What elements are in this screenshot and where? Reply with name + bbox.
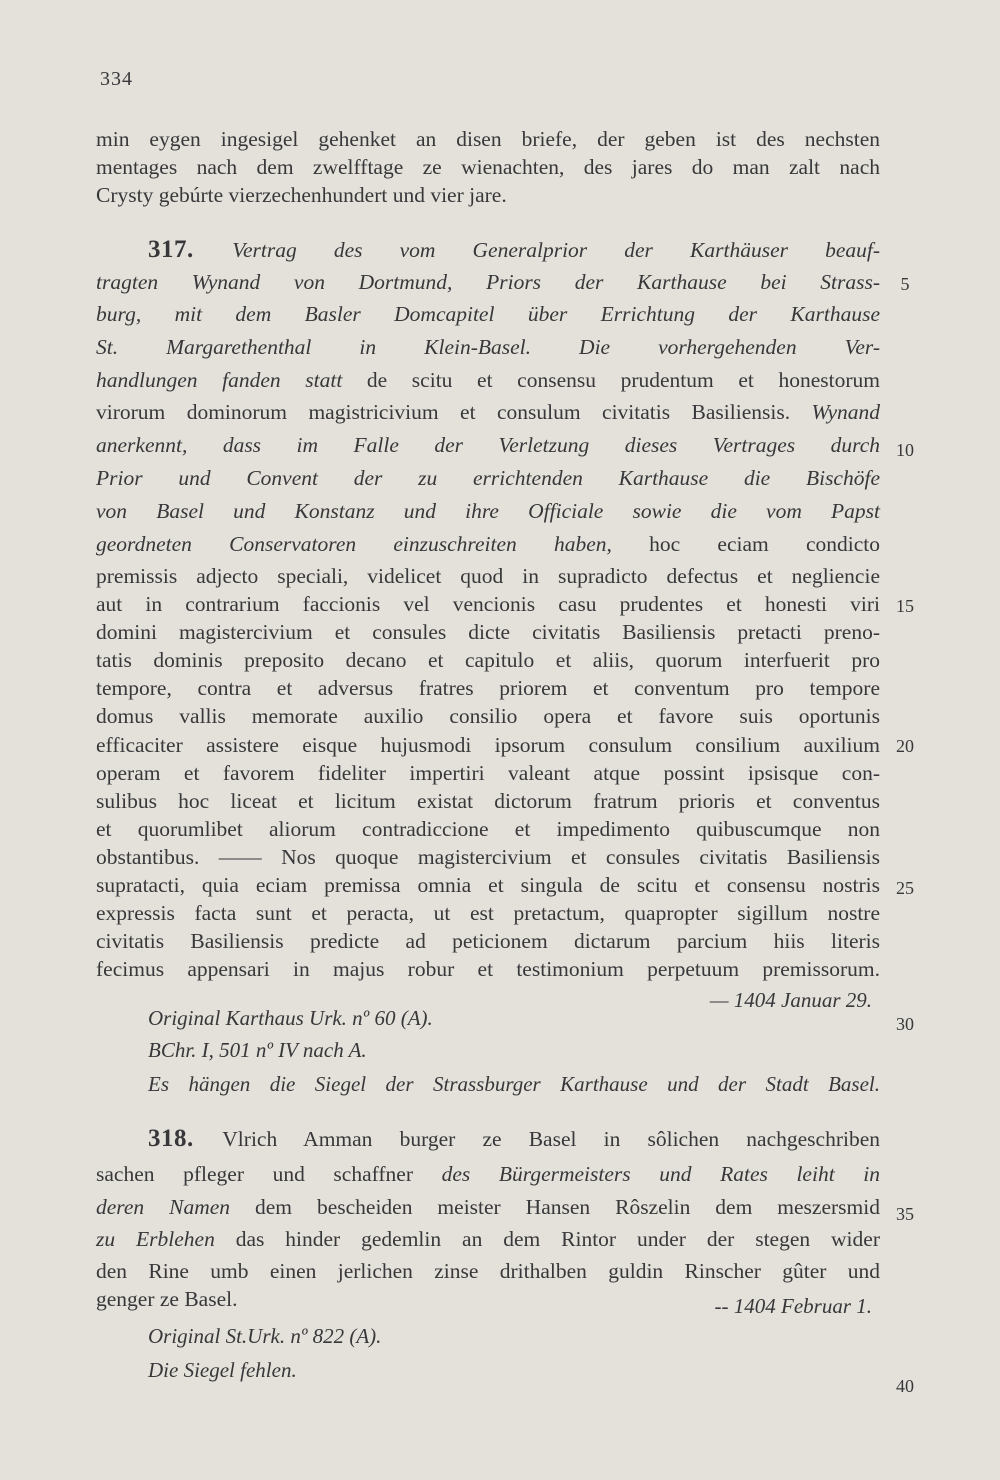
- text-line: [96, 759, 880, 787]
- text-line: [96, 815, 880, 843]
- text-line: [96, 398, 880, 426]
- text-segment: tatis dominis preposito decano et capitulo et aliis, quorum interfuerit pro: [96, 648, 880, 672]
- italic-segment: zu Erblehen: [96, 1227, 236, 1251]
- text-line: [96, 562, 880, 590]
- italic-segment: anerkennt, dass im Falle der Verletzung dieses Vertrages durch: [96, 433, 880, 457]
- italic-segment: Vertrag des vom Generalprior der Karthäuser beauf-: [232, 238, 881, 262]
- text-segment: civitatis Basiliensis predicte ad peticionem dictarum parcium hiis literis: [96, 929, 880, 953]
- text-line: [96, 1257, 880, 1285]
- italic-segment: BChr. I, 501 nº IV nach A.: [148, 1038, 367, 1062]
- text-segment: sulibus hoc liceat et licitum existat dictorum fratrum prioris et conventus: [96, 789, 880, 813]
- text-segment: domini magistercivium et consules dicte civitatis Basiliensis pretacti preno-: [96, 620, 880, 644]
- margin-line-number: 5: [900, 274, 910, 294]
- text-segment: min eygen ingesigel gehenket an disen briefe, der geben ist des nechsten: [96, 127, 880, 151]
- text-line: [96, 618, 880, 646]
- italic-segment: Wynand: [811, 400, 880, 424]
- text-line: [96, 899, 880, 927]
- italic-segment: handlungen fanden statt: [96, 368, 367, 392]
- italic-segment: tragten Wynand von Dortmund, Priors der Karthause bei Strass-: [96, 270, 880, 294]
- italic-segment: Die Siegel fehlen.: [148, 1358, 297, 1382]
- italic-segment: geordneten Conservatoren einzuschreiten haben,: [96, 532, 650, 556]
- text-segment: mentages nach dem zwelfftage ze wienachten, des jares do man zalt nach: [96, 155, 880, 179]
- margin-line-number: 10: [896, 440, 914, 460]
- text-segment: aut in contrarium faccionis vel vencionis casu prudentes et honesti viri: [96, 592, 880, 616]
- text-line: [148, 1125, 880, 1153]
- margin-line-number: 25: [896, 878, 914, 898]
- text-line: [96, 464, 880, 492]
- text-line: [96, 333, 880, 361]
- italic-segment: von Basel und Konstanz und ihre Officiale sowie die vom Papst: [96, 499, 880, 523]
- text-segment: hoc eciam condicto: [649, 532, 880, 556]
- text-line: [96, 590, 880, 618]
- margin-line-number: 35: [896, 1204, 914, 1224]
- text-segment: das hinder gedemlin an dem Rintor under der stegen wider: [235, 1227, 880, 1251]
- text-line: [96, 497, 880, 525]
- text-segment: domus vallis memorate auxilio consilio opera et favore suis oportunis: [96, 704, 880, 728]
- text-segment: Crysty gebúrte vierzechenhundert und vier jare.: [96, 183, 507, 207]
- text-segment: tempore, contra et adversus fratres priorem et conventum pro tempore: [96, 676, 880, 700]
- italic-segment: Prior und Convent der zu errichtenden Karthause die Bischöfe: [96, 466, 880, 490]
- text-segment: virorum dominorum magistricivium et consulum civitatis Basiliensis.: [96, 400, 812, 424]
- margin-line-number: 30: [896, 1014, 914, 1034]
- text-line: [96, 1225, 880, 1253]
- text-line: [148, 1036, 880, 1064]
- italic-segment: deren Namen: [96, 1195, 255, 1219]
- text-line: [96, 431, 880, 459]
- italic-segment: burg, mit dem Basler Domcapitel über Errichtung der Karthause: [96, 302, 880, 326]
- text-line: [96, 125, 880, 153]
- italic-segment: Es hängen die Siegel der Strassburger Karthause und der Stadt Basel.: [148, 1072, 880, 1096]
- text-segment: Vlrich Amman burger ze Basel in sôlichen nachgeschriben: [222, 1127, 881, 1151]
- text-line: [148, 236, 880, 264]
- text-segment: operam et favorem fideliter impertiri valeant atque possint ipsisque con-: [96, 761, 880, 785]
- margin-line-number: 20: [896, 736, 914, 756]
- text-line: [96, 1193, 880, 1221]
- text-segment: fecimus appensari in majus robur et testimonium perpetuum premissorum.: [96, 957, 880, 981]
- text-line: [96, 181, 880, 209]
- text-segment: den Rine umb einen jerlichen zinse drithalben guldin Rinscher gûter und: [96, 1259, 880, 1283]
- text-line: [96, 702, 880, 730]
- page-number: 334: [100, 68, 133, 90]
- text-line: [96, 674, 880, 702]
- margin-line-number: 40: [896, 1376, 914, 1396]
- text-line: [96, 268, 880, 296]
- text-segment: dem bescheiden meister Hansen Rôszelin dem meszersmid: [254, 1195, 880, 1219]
- text-line: [148, 1070, 880, 1098]
- italic-segment: — 1404 Januar 29.: [709, 988, 872, 1012]
- text-line: [96, 300, 880, 328]
- text-line: [96, 366, 880, 394]
- text-line: [500, 1292, 872, 1320]
- text-segment: expressis facta sunt et peracta, ut est pretactum, quapropter sigillum nostre: [96, 901, 880, 925]
- text-line: [96, 787, 880, 815]
- text-segment: obstantibus. —— Nos quoque magistercivium et consules civitatis Basiliensis: [96, 845, 880, 869]
- text-line: [96, 731, 880, 759]
- text-segment: genger ze Basel.: [96, 1287, 238, 1311]
- italic-segment: Original St.Urk. nº 822 (A).: [148, 1324, 382, 1348]
- text-line: [96, 1160, 880, 1188]
- italic-segment: des Bürgermeisters und Rates leiht in: [441, 1162, 880, 1186]
- text-line: [96, 530, 880, 558]
- text-line: [96, 646, 880, 674]
- text-line: [148, 1356, 880, 1384]
- text-line: [148, 1004, 880, 1032]
- text-segment: supratacti, quia eciam premissa omnia et singula de scitu et consensu nostris: [96, 873, 880, 897]
- text-line: [96, 153, 880, 181]
- italic-segment: St. Margarethenthal in Klein-Basel. Die vorhergehenden Ver-: [96, 335, 880, 359]
- text-line: [96, 927, 880, 955]
- text-segment: premissis adjecto speciali, videlicet quod in supradicto defectus et negliencie: [96, 564, 880, 588]
- text-segment: sachen pfleger und schaffner: [96, 1162, 442, 1186]
- italic-segment: Original Karthaus Urk. nº 60 (A).: [148, 1006, 433, 1030]
- text-segment: de scitu et consensu prudentum et honestorum: [366, 368, 880, 392]
- document-number: 318.: [148, 1125, 223, 1152]
- text-line: [96, 843, 880, 871]
- document-number: 317.: [148, 236, 233, 263]
- margin-line-number: 15: [896, 596, 914, 616]
- text-segment: efficaciter assistere eisque hujusmodi ipsorum consulum consilium auxilium: [96, 733, 880, 757]
- text-line: [96, 871, 880, 899]
- italic-segment: -- 1404 Februar 1.: [714, 1294, 872, 1318]
- text-line: [148, 1322, 880, 1350]
- text-segment: et quorumlibet aliorum contradiccione et impedimento quibuscumque non: [96, 817, 880, 841]
- text-line: [96, 955, 880, 983]
